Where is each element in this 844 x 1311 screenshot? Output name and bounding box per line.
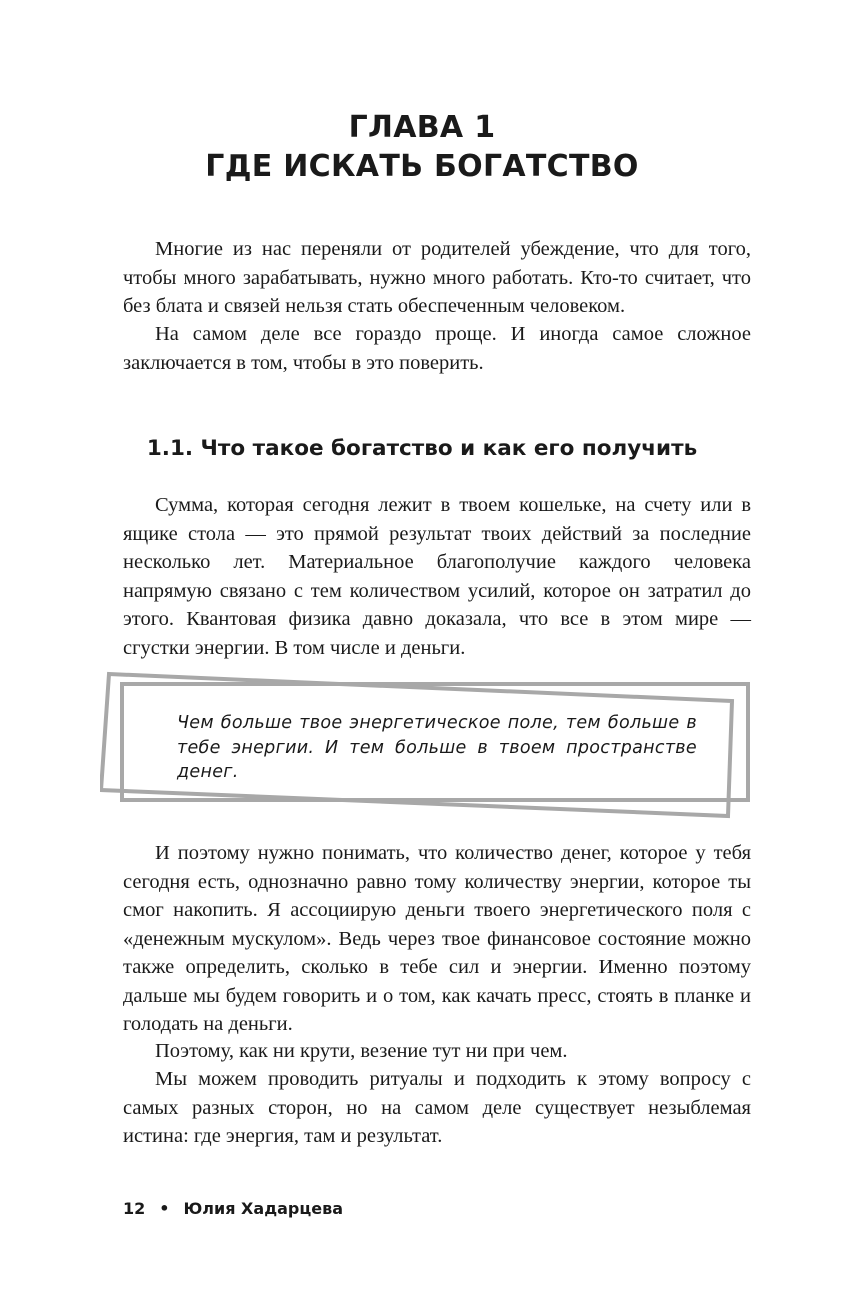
chapter-label: ГЛАВА 1 (348, 110, 496, 145)
page-footer (123, 1199, 343, 1218)
footer-author: Юлия Хадарцева (183, 1199, 343, 1218)
quote-box (100, 668, 752, 820)
intro-paragraph-1: Многие из нас переняли от родителей убеждение, что для того, чтобы много зарабатывать, нужно много работать. Кто-то считает, что без блата и связей нельзя стать обеспеченным человеком. (123, 238, 751, 317)
footer-bullet: • (159, 1199, 170, 1218)
intro-paragraph-2: На самом деле все гораздо проще. И иногда самое сложное заключается в том, чтобы в это поверить. (123, 323, 751, 374)
section-heading: 1.1. Что такое богатство и как его получить (146, 436, 698, 461)
body-paragraph-2: Поэтому, как ни крути, везение тут ни при чем. (155, 1040, 568, 1062)
chapter-title: ГДЕ ИСКАТЬ БОГАТСТВО (205, 149, 639, 184)
section-paragraph-1: Сумма, которая сегодня лежит в твоем кошельке, на счету или в ящике стола — это прямой результат твоих действий за последние несколько лет. Материальное благополучие каждого человека напрямую связано с тем количеством усилий, которое он затратил до этого. Квантовая физика давно доказала, что все в этом мире — сгустки энергии. В том числе и деньги. (123, 494, 751, 659)
body-paragraph-1: И поэтому нужно понимать, что количество денег, которое у тебя сегодня есть, однозначно равно тому количеству энергии, которое ты смог накопить. Я ассоциирую деньги твоего энергетического поля с «денежным мускулом». Ведь через твое финансовое состояние можно также определить, сколько в тебе сил и энергии. Именно поэтому дальше мы будем говорить и о том, как качать пресс, стоять в планке и голодать на деньги. (123, 842, 751, 1035)
quote-text: Чем больше твое энергетическое поле, тем больше в тебе энергии. И тем больше в твоем пространстве денег. (177, 713, 697, 782)
page-number: 12 (123, 1199, 146, 1218)
body-paragraph-3: Мы можем проводить ритуалы и подходить к этому вопросу с самых разных сторон, но на самом деле существует незыблемая истина: где энергия, там и результат. (123, 1068, 751, 1147)
